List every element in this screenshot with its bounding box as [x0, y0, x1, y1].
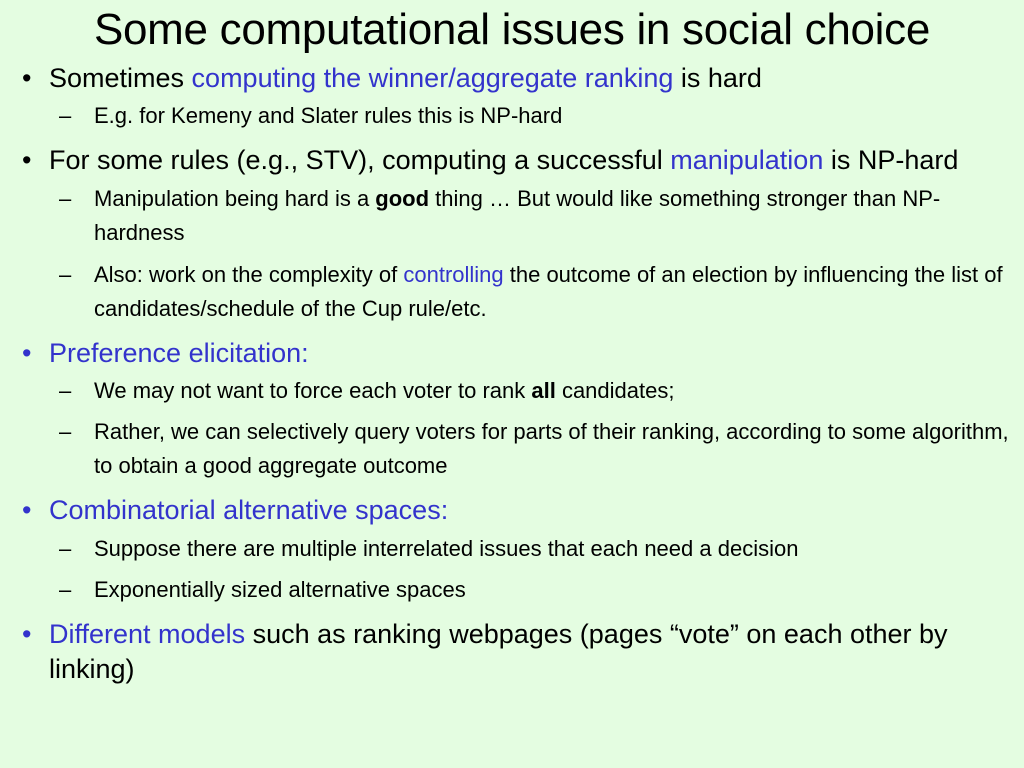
- dash-marker: –: [59, 103, 72, 128]
- dash-marker: –: [59, 186, 72, 211]
- highlight-text: computing the winner/aggregate ranking: [191, 63, 674, 93]
- highlight-text: manipulation: [670, 145, 824, 175]
- sub-bullet-text: We may not want to force each voter to rank: [94, 378, 532, 403]
- sub-bullet-manipulation-good: [22, 182, 1018, 250]
- highlight-text: Combinatorial alternative spaces:: [49, 495, 449, 525]
- bullet-text: For some rules (e.g., STV), computing a successful: [49, 145, 671, 175]
- sub-bullet-rank-all: [22, 374, 1018, 408]
- sub-bullet-text: Rather, we can selectively query voters for parts of their ranking, according to some algorithm, to obtain a good aggregate outcome: [94, 419, 1009, 478]
- bullet-marker: •: [22, 495, 32, 525]
- bullet-text: such as ranking webpages (pages “vote” on each other by linking): [49, 619, 948, 684]
- bullet-text: is hard: [673, 63, 762, 93]
- dash-marker: –: [59, 262, 72, 287]
- bullet-manipulation: [22, 143, 1018, 178]
- sub-bullet-selective-query: [22, 415, 1018, 483]
- bold-text: good: [375, 186, 430, 211]
- sub-bullet-text: Suppose there are multiple interrelated issues that each need a decision: [94, 536, 799, 561]
- sub-bullet-exponential-spaces: [22, 573, 1018, 607]
- dash-marker: –: [59, 378, 72, 403]
- sub-bullet-text: the outcome of an election by influencing the list of candidates/schedule of the Cup rule/etc.: [94, 262, 1003, 321]
- highlight-text: Preference elicitation:: [49, 338, 309, 368]
- bullet-computing-winner: [22, 61, 1018, 96]
- dash-marker: –: [59, 536, 72, 561]
- slide-content: [22, 58, 1018, 687]
- sub-bullet-kemeny-slater: [22, 99, 1018, 133]
- bullet-preference-elicitation: [22, 336, 1018, 371]
- sub-bullet-text: thing … But would like something stronger than NP-hardness: [94, 186, 941, 245]
- bullet-marker: •: [22, 338, 32, 368]
- sub-bullet-text: E.g. for Kemeny and Slater rules this is NP-hard: [94, 103, 563, 128]
- sub-bullet-controlling: [22, 258, 1018, 326]
- bullet-marker: •: [22, 63, 32, 93]
- dash-marker: –: [59, 577, 72, 602]
- slide-title: Some computational issues in social choice: [93, 5, 931, 54]
- sub-bullet-interrelated-issues: [22, 532, 1018, 566]
- sub-bullet-text: Manipulation being hard is a: [94, 186, 376, 211]
- bold-text: all: [531, 378, 556, 403]
- sub-bullet-text: Exponentially sized alternative spaces: [94, 577, 466, 602]
- bullet-text: Sometimes: [49, 63, 192, 93]
- sub-bullet-text: Also: work on the complexity of: [94, 262, 404, 287]
- bullet-marker: •: [22, 145, 32, 175]
- bullet-text: is NP-hard: [823, 145, 959, 175]
- dash-marker: –: [59, 419, 72, 444]
- highlight-text: Different models: [49, 619, 246, 649]
- bullet-marker: •: [22, 619, 32, 649]
- bullet-different-models: [22, 617, 1018, 687]
- bullet-combinatorial-spaces: [22, 493, 1018, 528]
- sub-bullet-text: candidates;: [555, 378, 675, 403]
- highlight-text: controlling: [403, 262, 504, 287]
